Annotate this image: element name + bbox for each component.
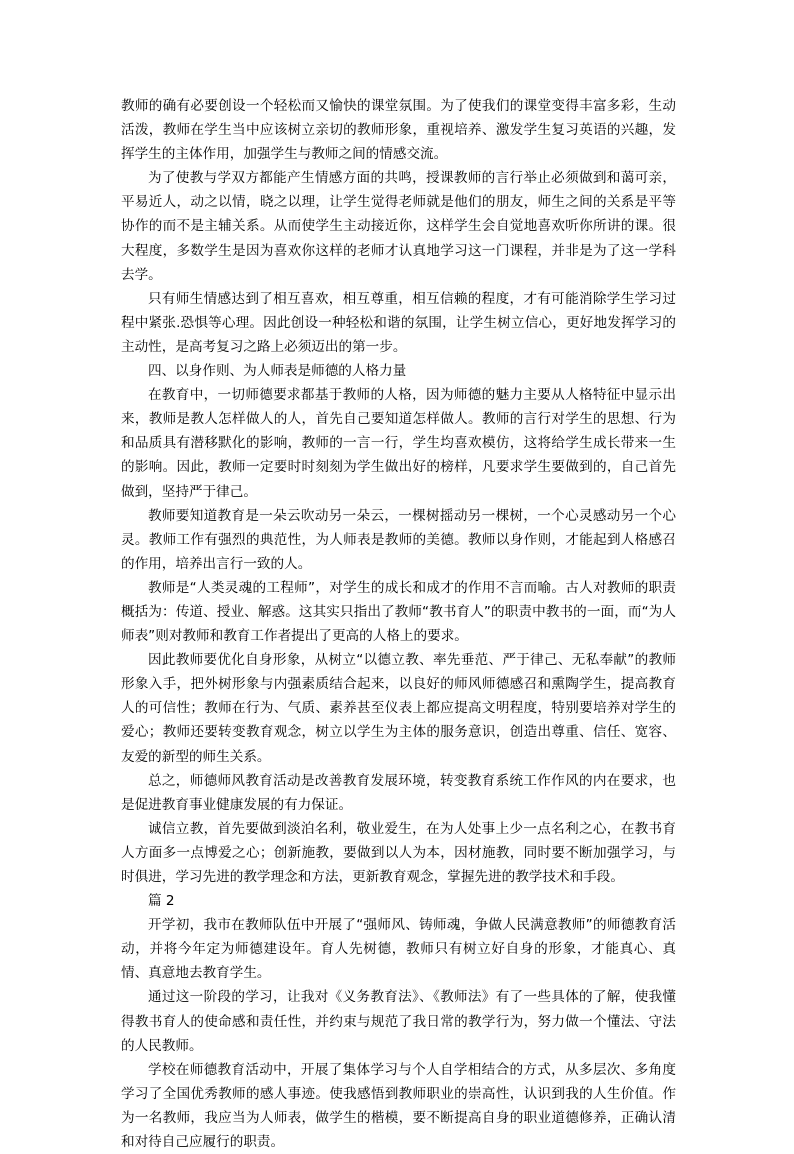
paragraph-13: 通过这一阶段的学习，让我对《义务教育法》、《教师法》有了一些具体的了解，使我懂得教书育人的使命感和责任性，并约束与规范了我日常的教学行为，努力做一个懂法、守法的人民教师。 [121,989,676,1054]
paragraph-10: 诚信立教，首先要做到淡泊名利，敬业爱生，在为人处事上少一点名利之心，在教书育人方面多一点博爱之心；创新施教，要做到以人为本，因材施教，同时要不断加强学习，与时俱进，学习先进的教学理念和方法，更新教育观念，掌握先进的教学技术和手段。 [121,820,676,885]
paragraph-5: 在教育中，一切师德要求都基于教师的人格，因为师德的魅力主要从人格特征中显示出来，教师是教人怎样做人的人，首先自己要知道怎样做人。教师的言行对学生的思想、行为和品质具有潜移默化的影响，教师的一言一行，学生均喜欢模仿，这将给学生成长带来一生的影响。因此，教师一定要时时刻刻为学生做出好的榜样，凡要求学生要做到的，自己首先做到，坚持严于律己。 [121,387,676,500]
document-page [121,94,676,1154]
paragraph-9: 总之，师德师风教育活动是改善教育发展环境，转变教育系统工作作风的内在要求，也是促进教育事业健康发展的有力保证。 [121,772,676,813]
paragraph-3: 只有师生情感达到了相互喜欢，相互尊重，相互信赖的程度，才有可能消除学生学习过程中紧张.恐惧等心理。因此创设一种轻松和谐的氛围，让学生树立信心，更好地发挥学习的主动性，是高考复习之路上必须迈出的第一步。 [121,290,676,355]
paragraph-7: 教师是“人类灵魂的工程师”，对学生的成长和成才的作用不言而喻。古人对教师的职责概括为：传道、授业、解惑。这其实只指出了教师“教书育人”的职责中教书的一面，而“为人师表”则对教师和教育工作者提出了更高的人格上的要求。 [121,579,676,645]
paragraph-1: 教师的确有必要创设一个轻松而又愉快的课堂氛围。为了使我们的课堂变得丰富多彩，生动活泼，教师在学生当中应该树立亲切的教师形象，重视培养、激发学生复习英语的兴趣，发挥学生的主体作用，加强学生与教师之间的情感交流。 [121,98,676,163]
paragraph-14: 学校在师德教育活动中，开展了集体学习与个人自学相结合的方式，从多层次、多角度学习了全国优秀教师的感人事迹。使我感悟到教师职业的崇高性，认识到我的人生价值。作为一名教师，我应当为人师表，做学生的楷模，要不断提高自身的职业道德修养，正确认清和对待自己应履行的职责。 [121,1061,676,1151]
paragraph-6: 教师要知道教育是一朵云吹动另一朵云，一棵树摇动另一棵树，一个心灵感动另一个心灵。教师工作有强烈的典范性，为人师表是教师的美德。教师以身作则，才能起到人格感召的作用，培养出言行一致的人。 [121,507,676,572]
paragraph-8: 因此教师要优化自身形象，从树立“以德立教、率先垂范、严于律己、无私奉献”的教师形象入手，把外树形象与内强素质结合起来，以良好的师风师德感召和熏陶学生，提高教育人的可信性；教师在行为、气质、素养甚至仪表上都应提高文明程度，特别要培养对学生的爱心；教师还要转变教育观念，树立以学生为主体的服务意识，创造出尊重、信任、宽容、友爱的新型的师生关系。 [121,652,676,765]
paragraph-2: 为了使教与学双方都能产生情感方面的共鸣，授课教师的言行举止必须做到和蔼可亲，平易近人，动之以情，晓之以理，让学生觉得老师就是他们的朋友，师生之间的关系是平等协作的而不是主辅关系。从而使学生主动接近你，这样学生会自觉地喜欢听你所讲的课。很大程度，多数学生是因为喜欢你这样的老师才认真地学习这一门课程，并非是为了这一学科去学。 [121,170,676,283]
section-heading-4: 四、以身作则、为人师表是师德的人格力量 [148,363,407,380]
paragraph-12: 开学初，我市在教师队伍中开展了“强师风、铸师魂，争做人民满意教师”的师德教育活动，并将今年定为师德建设年。育人先树德，教师只有树立好自身的形象，才能真心、真情、真意地去教育学生。 [121,917,676,982]
chapter-heading-pian-2: 篇 2 [148,893,175,910]
